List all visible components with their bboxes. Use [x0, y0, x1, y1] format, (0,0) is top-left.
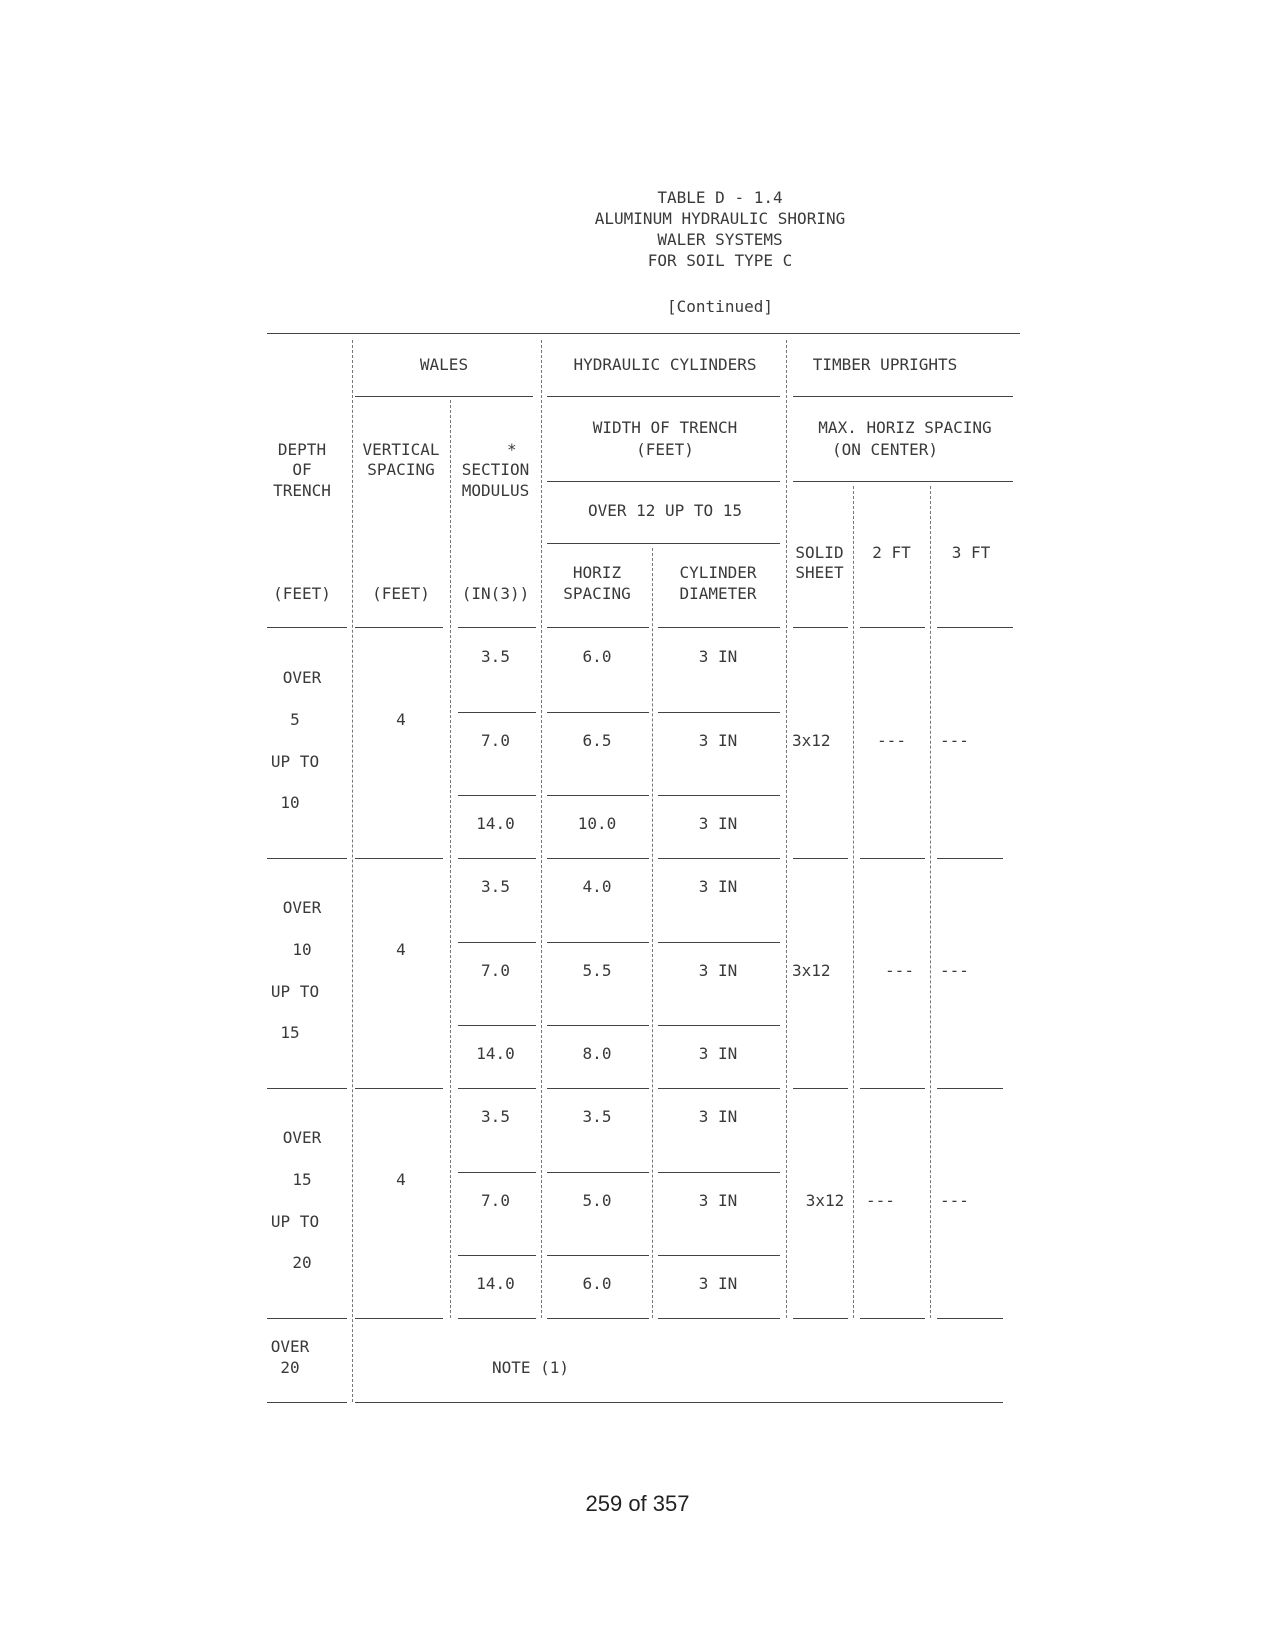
group-rule — [458, 1088, 536, 1089]
rule — [458, 1172, 536, 1173]
cylinder-diameter: 3 IN — [698, 1107, 738, 1126]
header-bottom-rule — [860, 627, 925, 628]
group-rule — [658, 858, 780, 859]
header-section-unit: (IN(3)) — [461, 584, 530, 603]
depth-label: UP TO — [270, 982, 320, 1001]
section-modulus: 3.5 — [481, 877, 510, 896]
section-modulus: 3.5 — [481, 1107, 510, 1126]
header-depth-line-3: TRENCH — [273, 481, 331, 500]
group-rule — [547, 1318, 649, 1319]
depth-label: 15 — [292, 1170, 312, 1189]
header-bottom-rule — [547, 627, 649, 628]
column-divider — [930, 486, 931, 1318]
3ft-value: --- — [940, 1191, 969, 1210]
group-rule — [658, 1318, 780, 1319]
section-modulus: 7.0 — [481, 961, 510, 980]
depth-label: 10 — [292, 940, 312, 959]
table-top-rule — [267, 333, 1020, 334]
horiz-spacing: 6.0 — [582, 1274, 612, 1293]
section-modulus: 7.0 — [481, 731, 510, 750]
rule — [547, 942, 649, 943]
horiz-spacing: 6.0 — [582, 647, 612, 666]
depth-label: OVER — [282, 668, 322, 687]
section-modulus: 14.0 — [476, 1274, 515, 1293]
header-bottom-rule — [355, 627, 443, 628]
rule — [658, 712, 780, 713]
header-section-line-2: MODULUS — [461, 481, 530, 500]
group-rule — [860, 1318, 925, 1319]
continued-label: [Continued] — [667, 297, 773, 316]
group-rule — [860, 1088, 925, 1089]
horiz-spacing: 5.0 — [582, 1191, 612, 1210]
header-cylinder-line-2: DIAMETER — [679, 584, 757, 603]
rule — [458, 942, 536, 943]
header-max-horiz-line-2: (ON CENTER) — [832, 440, 938, 459]
header-solid-line-2: SHEET — [795, 563, 844, 582]
depth-label: OVER — [282, 1128, 322, 1147]
title-line-4: FOR SOIL TYPE C — [647, 251, 793, 270]
horiz-spacing: 10.0 — [577, 814, 617, 833]
2ft-value: --- — [866, 1191, 895, 1210]
cylinder-diameter: 3 IN — [698, 1044, 738, 1063]
rule — [547, 543, 780, 544]
note-reference: NOTE (1) — [492, 1358, 570, 1377]
horiz-spacing: 6.5 — [582, 731, 612, 750]
group-rule — [658, 1088, 780, 1089]
group-rule — [937, 1318, 1003, 1319]
group-rule — [458, 1318, 536, 1319]
2ft-value: --- — [877, 731, 906, 750]
rule — [547, 1172, 649, 1173]
rule — [458, 1025, 536, 1026]
rule — [547, 481, 780, 482]
table-bottom-rule — [355, 1402, 1003, 1403]
horiz-spacing: 3.5 — [582, 1107, 612, 1126]
header-bottom-rule — [267, 627, 347, 628]
cylinder-diameter: 3 IN — [698, 877, 738, 896]
rule — [547, 1255, 649, 1256]
header-vertical-unit: (FEET) — [372, 584, 430, 603]
section-modulus: 14.0 — [476, 1044, 515, 1063]
group-rule — [793, 1318, 848, 1319]
header-bottom-rule — [937, 627, 1013, 628]
depth-label: 15 — [280, 1023, 300, 1042]
column-divider — [352, 340, 353, 1402]
header-horiz-line-2: SPACING — [563, 584, 631, 603]
header-3ft: 3 FT — [951, 543, 991, 562]
header-2ft: 2 FT — [872, 543, 911, 562]
rule — [658, 1255, 780, 1256]
header-bottom-rule — [458, 627, 536, 628]
rule — [547, 396, 780, 397]
cylinder-diameter: 3 IN — [698, 1191, 738, 1210]
header-cylinder-line-1: CYLINDER — [679, 563, 757, 582]
vertical-spacing: 4 — [396, 710, 406, 729]
rule — [547, 712, 649, 713]
group-rule — [860, 858, 925, 859]
title-line-2: ALUMINUM HYDRAULIC SHORING — [594, 209, 846, 228]
solid-sheet-value: 3x12 — [792, 731, 831, 750]
header-max-horiz-line-1: MAX. HORIZ SPACING — [818, 418, 992, 437]
table-title — [520, 187, 920, 271]
group-rule — [267, 858, 347, 859]
horiz-spacing: 8.0 — [582, 1044, 612, 1063]
header-width-line-1: WIDTH OF TRENCH — [592, 418, 738, 437]
rule — [458, 712, 536, 713]
3ft-value: --- — [940, 961, 969, 980]
depth-label: 20 — [292, 1253, 312, 1272]
column-divider — [450, 400, 451, 1318]
depth-label: UP TO — [270, 752, 320, 771]
section-modulus: 7.0 — [481, 1191, 510, 1210]
depth-label: 5 — [290, 710, 300, 729]
group-rule — [547, 858, 649, 859]
section-modulus: 3.5 — [481, 647, 510, 666]
column-divider — [652, 548, 653, 1318]
header-width-range: OVER 12 UP TO 15 — [587, 501, 743, 520]
header-vertical-line-1: VERTICAL — [362, 440, 440, 459]
3ft-value: --- — [940, 731, 969, 750]
header-hydraulic-cylinders: HYDRAULIC CYLINDERS — [573, 355, 757, 374]
group-rule — [547, 1088, 649, 1089]
rule — [355, 396, 533, 397]
2ft-value: --- — [885, 961, 914, 980]
header-width-line-2: (FEET) — [636, 440, 694, 459]
cylinder-diameter: 3 IN — [698, 731, 738, 750]
header-wales: WALES — [419, 355, 469, 374]
depth-label: OVER — [270, 1337, 310, 1356]
depth-label: OVER — [282, 898, 322, 917]
header-solid-line-1: SOLID — [795, 543, 844, 562]
rule — [458, 1255, 536, 1256]
rule — [793, 481, 1013, 482]
group-rule — [267, 1318, 347, 1319]
cylinder-diameter: 3 IN — [698, 961, 738, 980]
header-vertical-line-2: SPACING — [367, 460, 435, 479]
solid-sheet-value: 3x12 — [792, 961, 831, 980]
depth-label: UP TO — [270, 1212, 320, 1231]
rule — [658, 1025, 780, 1026]
vertical-spacing: 4 — [396, 1170, 406, 1189]
header-horiz-line-1: HORIZ — [572, 563, 622, 582]
header-bottom-rule — [658, 627, 780, 628]
vertical-spacing: 4 — [396, 940, 406, 959]
rule — [793, 396, 1013, 397]
header-depth-line-1: DEPTH — [277, 440, 327, 459]
horiz-spacing: 5.5 — [582, 961, 612, 980]
group-rule — [458, 858, 536, 859]
group-rule — [937, 858, 1003, 859]
depth-label: 10 — [280, 793, 300, 812]
group-rule — [355, 858, 443, 859]
header-depth-unit: (FEET) — [273, 584, 331, 603]
group-rule — [355, 1318, 443, 1319]
header-timber-uprights: TIMBER UPRIGHTS — [812, 355, 958, 374]
group-rule — [793, 1088, 848, 1089]
cylinder-diameter: 3 IN — [698, 647, 738, 666]
group-rule — [355, 1088, 443, 1089]
header-star: * — [507, 440, 517, 459]
column-divider — [786, 340, 787, 1318]
header-depth-line-2: OF — [292, 460, 312, 479]
column-divider — [541, 340, 542, 1318]
page-number: 259 of 357 — [585, 1491, 690, 1516]
rule — [547, 795, 649, 796]
rule — [658, 1172, 780, 1173]
header-bottom-rule — [793, 627, 848, 628]
rule — [658, 942, 780, 943]
group-rule — [937, 1088, 1003, 1089]
rule — [547, 1025, 649, 1026]
solid-sheet-value: 3x12 — [805, 1191, 845, 1210]
header-section-line-1: SECTION — [461, 460, 530, 479]
rule — [458, 795, 536, 796]
group-rule — [267, 1088, 347, 1089]
section-modulus: 14.0 — [476, 814, 515, 833]
table-bottom-rule — [267, 1402, 347, 1403]
title-line-1: TABLE D - 1.4 — [657, 188, 783, 207]
group-rule — [793, 858, 848, 859]
cylinder-diameter: 3 IN — [698, 814, 738, 833]
horiz-spacing: 4.0 — [582, 877, 612, 896]
rule — [658, 795, 780, 796]
depth-label: 20 — [280, 1358, 300, 1377]
title-line-3: WALER SYSTEMS — [657, 230, 783, 249]
cylinder-diameter: 3 IN — [698, 1274, 738, 1293]
